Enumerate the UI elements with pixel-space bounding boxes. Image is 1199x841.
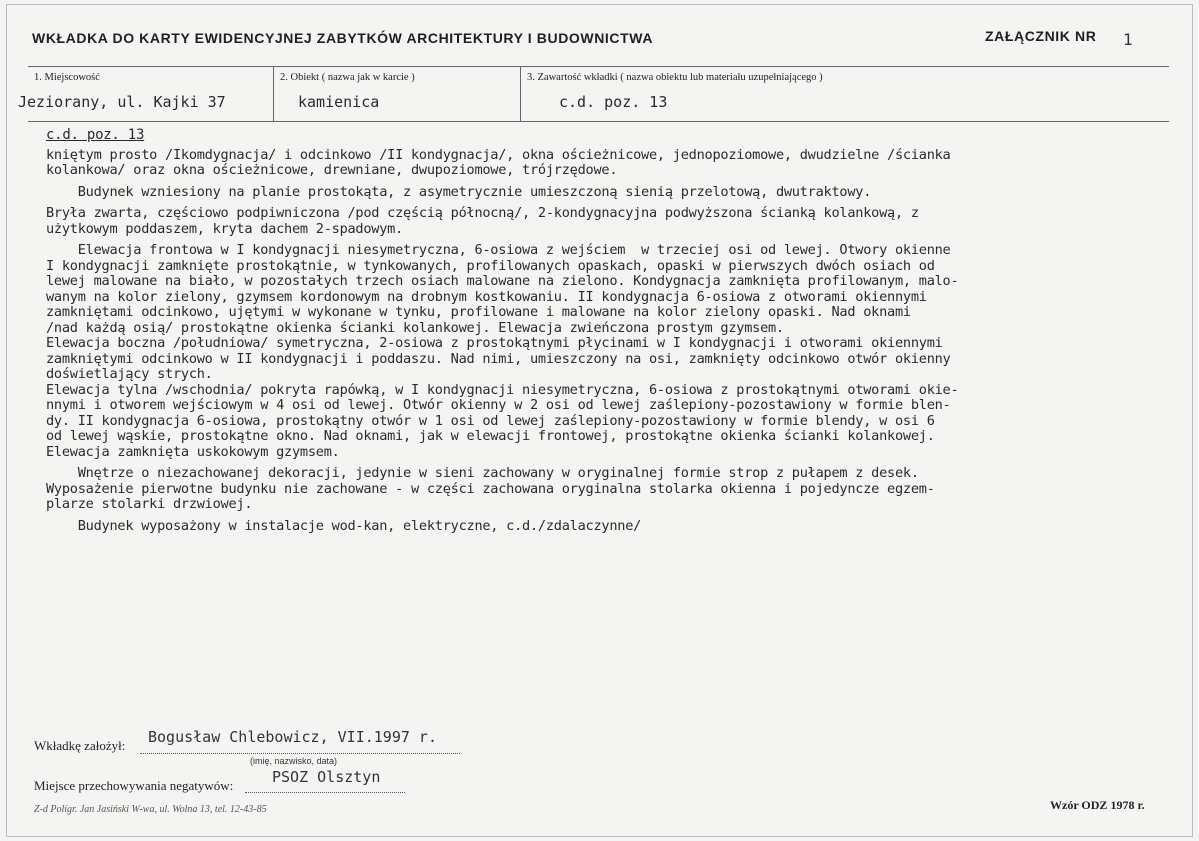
text-line: kniętym prosto /Ikomdygnacja/ i odcinkowo /II kondygnacja/, okna ościeżnicowe, jednopoziomowe, dwudzielne /ścianka (46, 146, 951, 163)
field-contents-label: 3. Zawartość wkładki ( nazwa obiektu lub materiału uzupełniającego ) (527, 72, 823, 83)
description-body (46, 128, 1196, 534)
field-object-value: kamienica (298, 93, 380, 111)
text-line: zamkniętymi odcinkowo w II kondygnacji i poddaszu. Nad nimi, umieszczony na osi, zamknięty odcinkowo otwór okienny (46, 350, 951, 367)
text-line: /nad każdą osią/ prostokątne okienka ścianki kolankowej. Elewacja zwieńczona prostym gzymsem. (46, 319, 784, 336)
storage-dotted-line (245, 792, 405, 793)
text-line: wanym na kolor zielony, gzymsem kordonowym na drobnym kostkowaniu. II kondygnacja 6-osiowa z otworami okiennymi (46, 288, 927, 305)
field-locality-label: 1. Miejscowość (34, 72, 100, 83)
text-line: dy. II kondygnacja 6-osiowa, prostokątny otwór w 1 osi od lewej zaślepiony-pozostawiony w formie blendy, w osi 6 (46, 412, 935, 429)
storage-label: Miejsce przechowywania negatywów: (34, 778, 234, 793)
author-label: Wkładkę założył: (34, 738, 126, 753)
printer-imprint: Z-d Polígr. Jan Jasiński W-wa, ul. Wolna 13, tel. 12-43-85 (34, 804, 267, 815)
text-line: Elewacja zamknięta uskokowym gzymsem. (46, 443, 340, 460)
document-title: WKŁADKA DO KARTY EWIDENCYJNEJ ZABYTKÓW ARCHITEKTURY I BUDOWNICTWA (32, 30, 654, 46)
author-dotted-line (140, 753, 460, 754)
text-line: zamkniętami odcinkowo, ujętymi w wykonane w tynku, profilowane i malowane na kolor zielony opaski. Nad oknami (46, 304, 911, 320)
text-line: Elewacja boczna /południowa/ symetryczna, 2-osiowa z prostokątnymi płycinami w I kondygnacji i otworami okiennymi (46, 335, 943, 351)
field-contents-value: c.d. poz. 13 (559, 93, 668, 111)
text-line: lewej malowane na biało, w pozostałych trzech osiach malowane na zielono. Kondygnacja zamknięta profilowanym, malo- (46, 273, 959, 289)
text-line: Wyposażenie pierwotne budynku nie zachowane - w części zachowana oryginalna stolarka okienna i pojedyncze egzem- (46, 480, 935, 497)
field-locality-value: Jeziorany, ul. Kajki 37 (18, 93, 226, 111)
annex-label: ZAŁĄCZNIK NR (985, 28, 1097, 44)
author-caption: (imię, nazwisko, data) (250, 756, 338, 766)
field-object-label: 2. Obiekt ( nazwa jak w karcie ) (280, 72, 415, 83)
text-line: plarze stolarki drzwiowej. (46, 496, 253, 512)
text-line: użytkowym poddaszem, kryta dachem 2-spadowym. (46, 220, 404, 237)
field-object (274, 67, 521, 121)
text-line: doświetlający strych. (46, 366, 213, 382)
header-fields (18, 66, 1169, 122)
field-contents (521, 67, 1169, 121)
author-value: Bogusław Chlebowicz, VII.1997 r. (148, 728, 437, 746)
description-lines (46, 148, 1196, 535)
text-line: Budynek wyposażony w instalacje wod-kan, elektryczne, c.d./zdalaczynne/ (46, 517, 642, 534)
text-line: Elewacja frontowa w I kondygnacji niesymetryczna, 6-osiowa z wejściem w trzeciej osi od lewej. Otwory okienne (46, 242, 951, 258)
text-line: nnymi i otworem wejściowym w 4 osi od lewej. Otwór okienny w 2 osi od lewej zaślepiony-pozostawiony w formie blen- (46, 397, 951, 413)
field-locality (18, 67, 274, 121)
text-line: od lewej wąskie, prostokątne okno. Nad oknami, jak w elewacji frontowej, prostokątne okienka ścianki kolankowej. (46, 428, 935, 444)
text-line: Bryła zwarta, częściowo podpiwniczona /pod częścią północną/, 2-kondygnacyjna podwyższona ścianką kolankową, z (46, 205, 919, 221)
text-line: Wnętrze o niezachowanej dekoracji, jedynie w sieni zachowany w oryginalnej formie strop z pułapem z desek. (46, 465, 919, 481)
form-number: Wzór ODZ 1978 r. (1050, 798, 1145, 812)
text-line: Budynek wzniesiony na planie prostokąta, z asymetrycznie umieszczoną sienią przelotową, dwutraktowy. (46, 183, 872, 200)
text-line: Elewacja tylna /wschodnia/ pokryta rapówką, w I kondygnacji niesymetryczna, 6-osiowa z prostokątnymi otworami okie- (46, 381, 959, 398)
storage-value: PSOZ Olsztyn (272, 768, 381, 786)
section-heading: c.d. poz. 13 (46, 127, 145, 143)
annex-number: 1 (1123, 30, 1133, 49)
text-line: I kondygnacji zamknięte prostokątnie, w tynkowanych, profilowanych opaskach, opaski w pierwszych dwóch osiach od (46, 257, 935, 274)
text-line: kolankowa/ oraz okna ościeżnicowe, drewniane, dwupoziomowe, trójrzędowe. (46, 162, 618, 178)
